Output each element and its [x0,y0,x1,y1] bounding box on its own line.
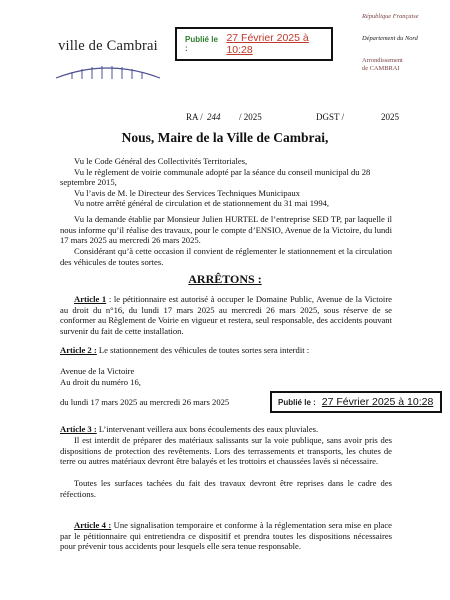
visa-item: Vu le règlement de voirie communale adopté par la séance du conseil municipal du 28 septembre 2015, [60,166,371,188]
demande-paragraph: Vu la demande établie par Monsieur Julien HURTEL de l’entreprise SED TP, par laquelle il nous informe qu’il réalise des travaux, pour le compte d’ENSIO, Avenue de la Victoire, du lundi 17 mars 2025 au mercredi 26 mars 2025. [60,214,392,246]
arrondissement-line-1: Arrondissement [362,57,403,64]
ra-label: RA / [186,112,203,122]
logo-text: ville de Cambrai [58,38,158,54]
article-2-period: du lundi 17 mars 2025 au mercredi 26 mars 2025 [60,397,230,407]
page-title: Nous, Maire de la Ville de Cambrai, [121,130,329,145]
article-1-text: : le pétitionnaire est autorisé à occuper le Domaine Public, Avenue de la Victoire au droit du n°16, du lundi 17 mars 2025 au mercredi 26 mars 2025, sous réserve de se conformer au Règlement de Voirie en vigueur et restera, seul responsable, des accidents pouvant survenir du fait de cette installation. [60,294,392,336]
visa-item: Vu le Code Général des Collectivités Territoriales, [74,156,248,166]
arrondissement-block [362,57,403,73]
ra-year: / 2025 [239,112,262,122]
dgst-year: 2025 [381,112,399,122]
considerant-paragraph: Considérant qu’à cette occasion il convient de réglementer le stationnement et la circulation des véhicules de toutes sortes. [60,246,392,267]
article-3-paragraph-1: Il est interdit de préparer des matériaux salissants sur la voie publique, sans avoir pris des dispositions de protection des revêtements. Lors des terrassements et transports, les chutes de terre ou autres matériaux devront être balayés et les trottoirs et chaussées lavés si nécessaire. [60,435,392,467]
article-4-label: Article 4 : [74,520,112,530]
arretons-heading: ARRÊTONS : [188,272,262,286]
location-line-1: Avenue de la Victoire [60,366,135,376]
stamp-label: Publié le : [185,35,218,53]
ra-number: 244 [207,112,221,122]
article-3-paragraph-2: Toutes les surfaces tachées du fait des travaux devront être reprises dans le cadre des réfections. [60,478,392,499]
visa-item: Vu l’avis de M. le Directeur des Services Techniques Municipaux [74,187,300,198]
publication-stamp-top [175,27,333,61]
logo-arc-icon [52,60,164,82]
departement-line: Département du Nord [362,35,418,42]
visa-item: Vu notre arrêté général de circulation et de stationnement du 31 mai 1994, [74,198,330,209]
article-2 [60,345,392,356]
location-line-2: Au droit du numéro 16, [60,376,141,387]
dgst-label: DGST / [316,112,345,122]
republique-line: République Française [362,13,419,20]
article-3-label: Article 3 : [60,424,97,434]
cambrai-logo [52,20,164,80]
article-4-text: Une signalisation temporaire et conforme à la réglementation sera mise en place par le pétitionnaire qui entretiendra ce dispositif et prendra toutes les dispositions nécessaires pour prévenir tous accidents pour lesquels elle sera tenue responsable. [60,520,392,552]
arrondissement-line-2: de CAMBRAI [362,65,400,72]
article-1 [60,294,392,336]
publication-stamp-inline [270,391,442,413]
article-4 [60,520,392,552]
stamp-label: Publié le : [278,397,316,407]
stamp-date: 27 Février 2025 à 10:28 [226,32,309,56]
stamp-date: 27 Février 2025 à 10:28 [321,396,434,408]
article-1-label: Article 1 [74,294,107,304]
article-2-text: Le stationnement des véhicules de toutes sortes sera interdit : [96,345,310,355]
visas-block [60,156,392,209]
article-3-text: L’intervenant veillera aux bons écoulements des eaux pluviales. [96,424,319,434]
article-2-label: Article 2 : [60,345,97,355]
article-2-location [60,366,392,387]
article-3 [60,424,392,435]
